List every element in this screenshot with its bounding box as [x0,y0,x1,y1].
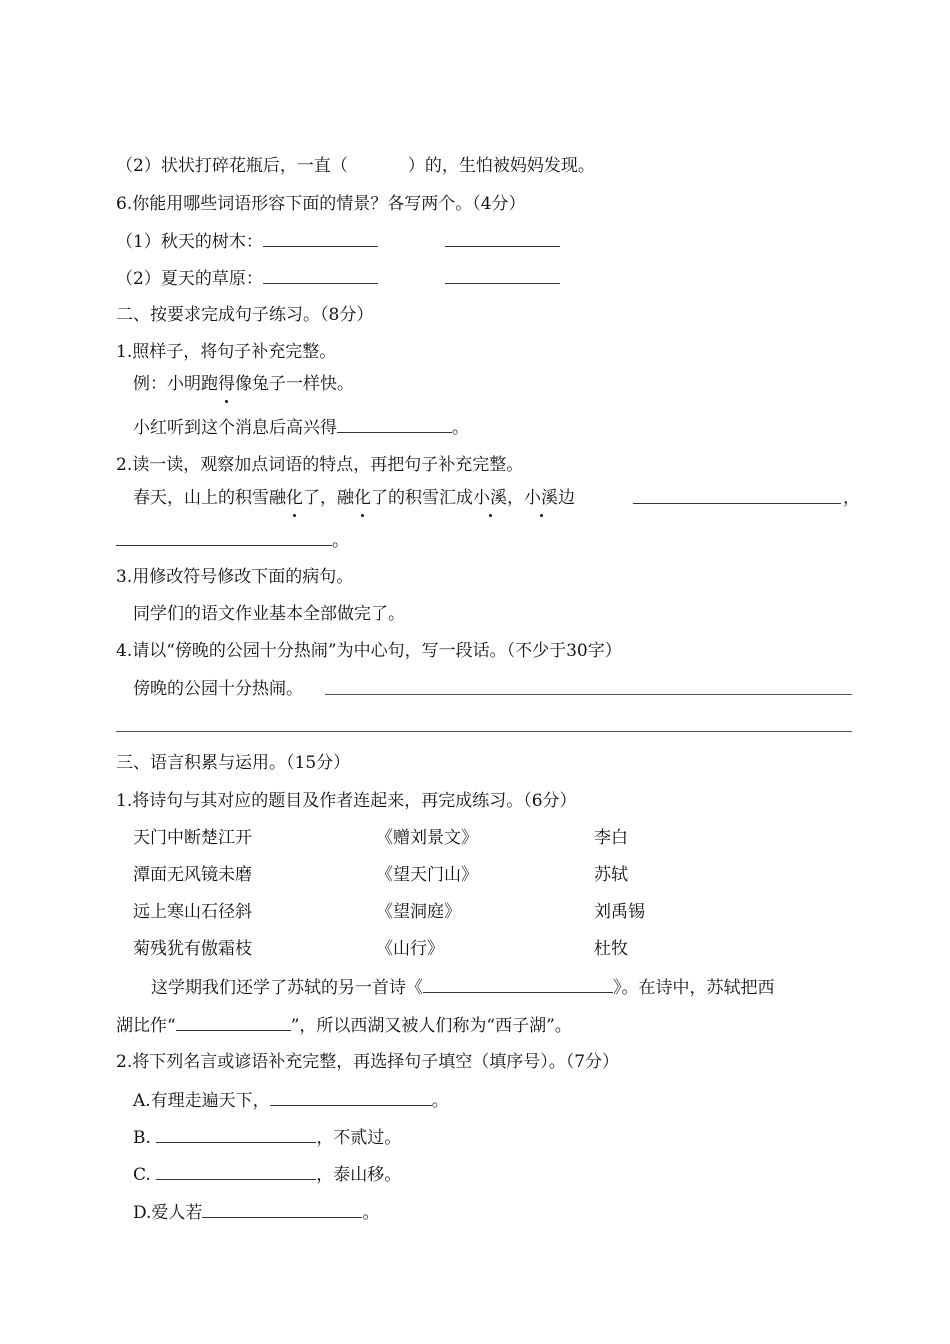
sec3-q1-paragraph-line1 [151,975,775,1000]
proverb-text: D.爱人若 [133,1203,203,1223]
sentence-text: 小红听到这个消息后高兴得 [133,418,337,438]
sec2-q2-title: 2.读一读，观察加点词语的特点，再把句子补充完整。 [116,455,524,475]
comma: ， [843,488,860,508]
proverb-text: ，不贰过。 [316,1128,402,1148]
period: 。 [332,531,349,551]
poem-author[interactable]: 刘禹锡 [594,902,645,922]
answer-blank[interactable] [270,1088,432,1106]
proverb-c [133,1162,401,1187]
example-text-end: 像兔子一样快。 [235,374,354,394]
answer-blank[interactable] [202,1200,362,1218]
q6-item-2-label: （2）夏天的草原： [116,269,263,289]
paragraph-text: 湖比作“ [116,1016,176,1036]
poem-line[interactable]: 远上寒山石径斜 [133,902,252,922]
sec2-q4-title: 4.请以“傍晚的公园十分热闹”为中心句，写一段话。（不少于30字） [116,641,622,661]
answer-blank[interactable] [156,1162,316,1180]
writing-line[interactable] [116,731,852,732]
sec2-q1-example [133,372,354,396]
q6-title: 6.你能用哪些词语形容下面的情景？各写两个。（4分） [116,194,526,214]
proverb-text: ，泰山移。 [316,1165,402,1185]
sentence-text: ， [320,488,337,508]
section-2-title: 二、按要求完成句子练习。（8分） [116,305,374,325]
poem-title[interactable]: 《望洞庭》 [376,902,461,922]
sec2-q3-sentence: 同学们的语文作业基本全部做完了。 [133,604,405,624]
period: 。 [362,1203,380,1223]
sec3-q2-title: 2.将下列名言或谚语补充完整，再选择句子填空（填序号）。（7分） [116,1052,620,1072]
answer-blank[interactable] [263,229,378,247]
dotted-word: 融化了 [337,488,388,508]
poem-author[interactable]: 李白 [594,828,628,848]
poem-title[interactable]: 《赠刘景文》 [376,828,478,848]
poem-line[interactable]: 潭面无风镜未磨 [133,865,252,885]
sec2-q2-sentence [133,486,575,510]
proverb-d [133,1200,379,1225]
answer-blank[interactable] [176,1013,291,1031]
q5-item-2 [116,154,595,178]
dotted-word: 小溪 [524,488,558,508]
q5-item-2-text-end: ）的，生怕被妈妈发现。 [407,156,595,176]
dotted-word: 小溪 [473,488,507,508]
poem-author[interactable]: 杜牧 [594,939,628,959]
proverb-a [133,1088,449,1113]
sec2-q1-sentence [133,415,469,440]
answer-blank[interactable] [445,266,560,284]
writing-line[interactable] [325,694,852,695]
sec2-q1-title: 1.照样子，将句子补充完整。 [116,342,337,362]
sec3-q1-paragraph-line2 [116,1013,572,1038]
proverb-b [133,1125,401,1150]
answer-blank[interactable] [263,266,378,284]
answer-blank[interactable] [423,975,613,993]
dotted-word: 融化了 [269,488,320,508]
answer-blank[interactable] [633,486,841,504]
sec2-q2-continuation [116,528,349,553]
paragraph-text-end: ”，所以西湖又被人们称为“西子湖”。 [290,1016,572,1036]
proverb-label: B. [133,1128,151,1148]
answer-blank[interactable] [337,415,452,433]
answer-blank[interactable] [116,528,332,546]
poem-line[interactable]: 菊残犹有傲霜枝 [133,939,252,959]
sec2-q3-title: 3.用修改符号修改下面的病句。 [116,567,354,587]
paragraph-text: 这学期我们还学了苏轼的另一首诗《 [151,978,423,998]
answer-blank[interactable] [445,229,560,247]
sentence-text: 春天，山上的积雪 [133,488,269,508]
sec2-q4-start: 傍晚的公园十分热闹。 [133,679,303,699]
q5-item-2-text: （2）状状打碎花瓶后，一直（ [116,156,348,176]
sentence-text: ， [507,488,524,508]
q6-item-1 [116,229,560,254]
paragraph-text-end: 》。在诗中，苏轼把西 [613,978,775,998]
example-text: 例：小明跑 [133,374,218,394]
poem-author[interactable]: 苏轼 [594,865,628,885]
section-3-title: 三、语言积累与运用。（15分） [116,753,351,773]
sentence-text: 的积雪汇成 [388,488,473,508]
proverb-text: A.有理走遍天下， [133,1091,270,1111]
proverb-label: C. [133,1165,151,1185]
q6-item-1-label: （1）秋天的树木： [116,232,263,252]
period: 。 [431,1091,449,1111]
answer-blank[interactable] [156,1125,316,1143]
poem-title[interactable]: 《山行》 [376,939,444,959]
dotted-word: 得 [218,374,235,394]
q6-item-2 [116,266,560,291]
sec3-q1-title: 1.将诗句与其对应的题目及作者连起来，再完成练习。（6分） [116,791,577,811]
sentence-text: 边 [558,488,575,508]
period: 。 [452,418,469,438]
poem-title[interactable]: 《望天门山》 [376,865,478,885]
poem-line[interactable]: 天门中断楚江开 [133,828,252,848]
